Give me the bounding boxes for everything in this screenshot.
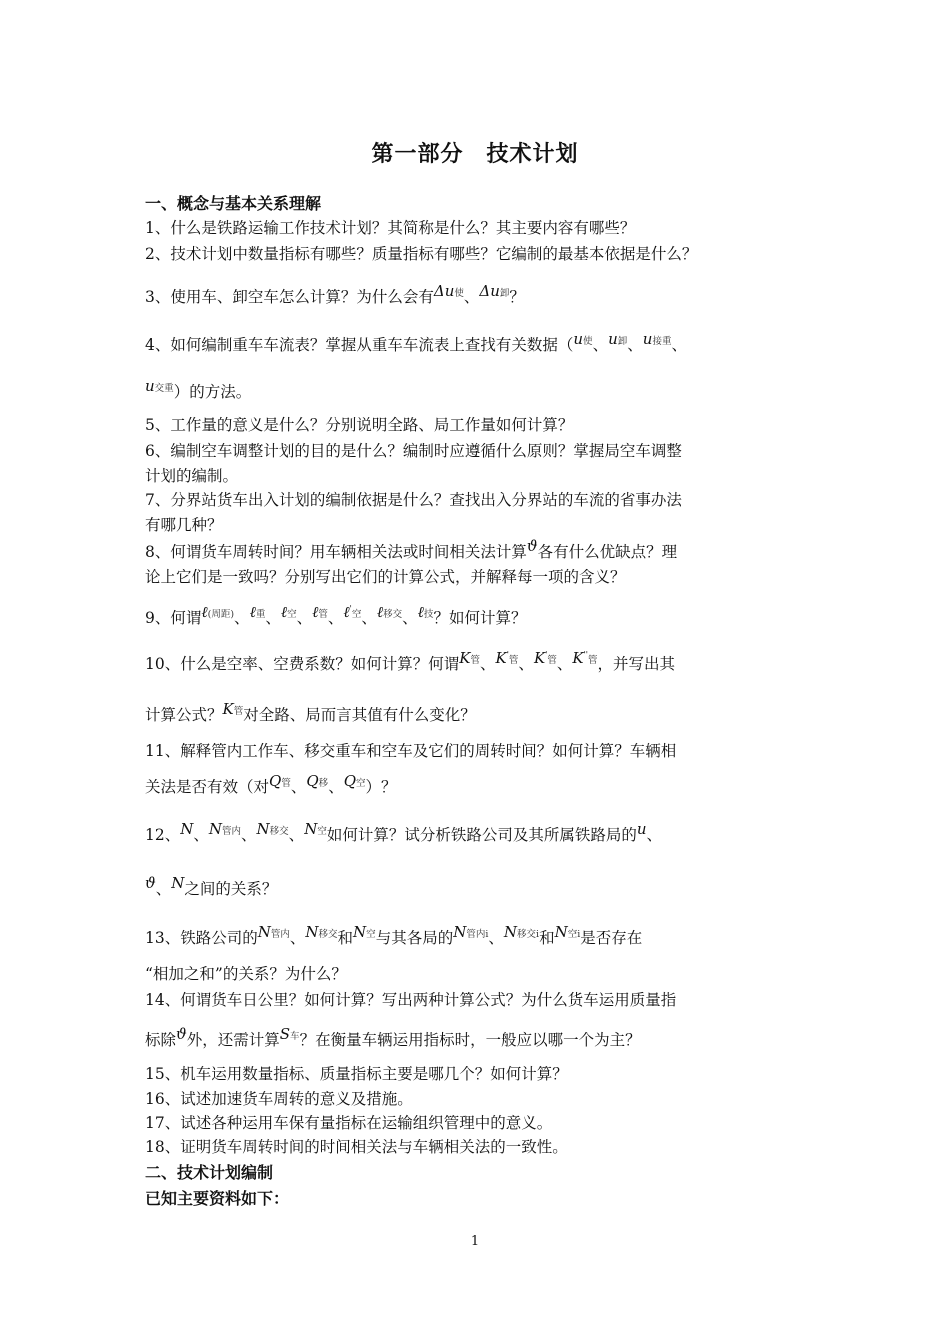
section-heading-1: 一、概念与基本关系理解 (145, 194, 322, 213)
sym-text: Δu (479, 282, 500, 300)
theta-symbol: ϑ (145, 874, 156, 892)
text: ）？ (365, 778, 397, 796)
n-symbol (304, 820, 327, 838)
page-title: 第一部分 技术计划 (371, 142, 579, 167)
text: ，并写出其 (597, 655, 676, 673)
k-symbol (223, 700, 244, 718)
sym-text: N (305, 923, 319, 941)
sub: 使 (583, 336, 593, 347)
sub: 车 (290, 1031, 300, 1042)
text: ？ (509, 288, 525, 306)
section-heading-2: 二、技术计划编制 (145, 1163, 274, 1182)
theta-symbol: ϑ (526, 537, 538, 555)
sym-text: N (257, 923, 271, 941)
page-number: 1 (470, 1234, 480, 1249)
sep: 、 (479, 655, 496, 673)
text: 外，还需计算 (186, 1031, 280, 1049)
sym-text: K (533, 649, 546, 667)
n-symbol (353, 923, 376, 941)
n-symbol (555, 923, 581, 941)
text: 4、如何编制重车车流表？掌握从重车车流表上查找有关数据（ (145, 336, 574, 354)
sep: 、 (155, 880, 172, 898)
text: 如何计算？试分析铁路公司及其所属铁路局的 (326, 826, 637, 844)
sym-text: u (145, 377, 155, 395)
sym-text: ℓ (417, 603, 424, 621)
text: 对全路、局而言其值有什么变化？ (243, 706, 476, 724)
text: ？在衡量车辆运用指标时，一般应以哪一个为主？ (299, 1031, 641, 1049)
sep: 、 (241, 826, 257, 844)
sub: 空 (287, 609, 297, 620)
sub: 管 (233, 706, 244, 717)
text: 和 (539, 929, 555, 947)
n-symbol (305, 923, 337, 941)
u-symbol (643, 330, 672, 348)
sub: 管 (588, 655, 598, 666)
sep: 、 (361, 609, 377, 627)
sub: 移交 (318, 929, 338, 940)
text: 13、铁路公司的 (145, 929, 258, 947)
sep: 、 (627, 336, 643, 354)
k-symbol (459, 649, 480, 667)
sep: 、 (296, 609, 313, 627)
question-6a: 6、编制空车调整计划的目的是什么？编制时应遵循什么原则？掌握局空车调整 (145, 442, 682, 460)
sub: 空 (356, 778, 366, 789)
sub: (周距) (207, 609, 235, 620)
sym-text: Q (306, 772, 319, 790)
sub: 移 (318, 778, 329, 789)
question-8a (145, 537, 825, 562)
u-symbol: u (636, 820, 647, 838)
sym-text: K (459, 649, 471, 667)
s-symbol (280, 1025, 300, 1043)
sub: 技 (423, 609, 434, 620)
sub: 管 (508, 655, 519, 666)
question-7a: 7、分界站货车出入计划的编制依据是什么？查找出入分界站的车流的省事办法 (145, 491, 682, 509)
question-12a (145, 820, 825, 845)
question-9 (145, 603, 825, 628)
sym-text: ℓ (249, 603, 256, 621)
sep: 、 (327, 609, 344, 627)
question-10a (145, 649, 825, 674)
l-symbol (281, 603, 297, 621)
sym-text: N (256, 820, 270, 838)
text: 标除 (145, 1031, 177, 1049)
n-symbol (258, 923, 290, 941)
sub: 管 (547, 655, 557, 666)
sym-text: N (453, 923, 467, 941)
question-14b (145, 1025, 825, 1050)
sep: 、 (290, 778, 307, 796)
sym-text: u (573, 330, 584, 348)
sym-text: S (279, 1025, 291, 1043)
prime: ' (506, 650, 509, 659)
sym-text: K (572, 649, 584, 667)
text: 10、什么是空率、空费系数？如何计算？何谓 (145, 655, 460, 673)
question-18: 18、证明货车周转时间的时间相关法与车辆相关法的一致性。 (145, 1138, 568, 1156)
text: 关法是否有效（对 (145, 778, 270, 796)
sub: 接重 (652, 336, 672, 347)
text: 和 (337, 929, 354, 947)
sym-text: ℓ (201, 603, 208, 621)
n-symbol: N (171, 874, 185, 892)
question-7b: 有哪几种？ (145, 516, 223, 534)
sub: 管 (470, 655, 480, 666)
sep: 、 (193, 826, 209, 844)
question-13a (145, 923, 825, 948)
sub: 移交 (269, 826, 289, 837)
question-12b (145, 874, 825, 899)
question-2: 2、技术计划中数量指标有哪些？质量指标有哪些？它编制的最基本依据是什么？ (145, 245, 698, 263)
question-13b: “相加之和”的关系？为什么？ (145, 965, 347, 983)
n-symbol: N (180, 820, 194, 838)
text: 12、 (145, 826, 181, 844)
sub: 卸 (617, 336, 628, 347)
text: 各有什么优缺点？理 (537, 543, 678, 561)
k-prime-symbol (495, 649, 518, 667)
question-14a: 14、何谓货车日公里？如何计算？写出两种计算公式？为什么货车运用质量指 (145, 991, 677, 1009)
u-symbol (608, 330, 627, 348)
sub: 管 (281, 778, 291, 789)
l-symbol (201, 603, 234, 621)
sym-text: ℓ (280, 603, 288, 621)
sym-text: N (554, 923, 568, 941)
k-prime-symbol (534, 649, 557, 667)
sym-text: K (495, 649, 507, 667)
text: 之间的关系？ (184, 880, 278, 898)
n-symbol (453, 923, 488, 941)
sub: 使 (454, 288, 464, 299)
prime: '' (583, 650, 589, 659)
sep: 、 (463, 288, 480, 306)
question-11a: 11、解释管内工作车、移交重车和空车及它们的周转时间？如何计算？车辆相 (145, 742, 677, 760)
theta-symbol: ϑ (176, 1025, 187, 1043)
question-11b (145, 772, 825, 797)
n-symbol (257, 820, 289, 838)
sep: 、 (518, 655, 534, 673)
sub: 管 (318, 609, 328, 620)
question-15: 15、机车运用数量指标、质量指标主要是哪几个？如何计算？ (145, 1065, 568, 1083)
question-5: 5、工作量的意义是什么？分别说明全路、局工作量如何计算？ (145, 416, 574, 434)
sub: 空 (366, 929, 376, 940)
section-subheading: 已知主要资料如下： (145, 1189, 290, 1208)
delta-u-symbol (479, 282, 509, 300)
q-symbol (269, 772, 291, 790)
sym-text: N (353, 923, 367, 941)
sub: 空 (351, 609, 362, 620)
sub: 移交 (383, 609, 403, 620)
sym-text: Q (269, 772, 282, 790)
k-double-prime-symbol (572, 649, 597, 667)
sep: 、 (592, 336, 609, 354)
question-17: 17、试述各种运用车保有量指标在运输组织管理中的意义。 (145, 1114, 553, 1132)
u-symbol (145, 377, 174, 395)
n-symbol (209, 820, 241, 838)
sym-text: u (642, 330, 653, 348)
question-8b: 论上它们是一致吗？分别写出它们的计算公式，并解释每一项的含义？ (145, 568, 626, 586)
sym-text: N (208, 820, 222, 838)
l-symbol (418, 603, 434, 621)
sym-text: ℓ (312, 603, 319, 621)
sub: 卸 (499, 288, 510, 299)
text: ）的方法。 (173, 383, 252, 401)
sub: 空i (567, 929, 581, 940)
question-10b (145, 700, 825, 725)
sub: 管内 (222, 826, 242, 837)
text: 计算公式？ (145, 706, 223, 724)
prime: ' (545, 650, 548, 659)
sym-text: u (608, 330, 618, 348)
l-prime-symbol (343, 603, 361, 621)
sep: 、 (288, 826, 305, 844)
sym-text: N (304, 820, 318, 838)
text: ？如何计算？ (433, 609, 527, 627)
text: 8、何谓货车周转时间？用车辆相关法或时间相关法计算 (145, 543, 527, 561)
text: 9、何谓 (145, 609, 202, 627)
sep: 、 (646, 826, 663, 844)
sub: 空 (317, 826, 327, 837)
question-1: 1、什么是铁路运输工作技术计划？其简称是什么？其主要内容有哪些？ (145, 219, 636, 237)
n-symbol (504, 923, 539, 941)
sym-text: Q (343, 772, 357, 790)
sep: 、 (328, 778, 344, 796)
sym-text: N (503, 923, 518, 941)
sym-text: K (222, 700, 234, 718)
q-symbol (344, 772, 366, 790)
delta-u-symbol (434, 282, 464, 300)
sep: 、 (234, 609, 250, 627)
prime: ' (349, 604, 352, 613)
sym-text: ℓ (376, 603, 384, 621)
sym-text: Δu (433, 282, 455, 300)
sub: 管内i (466, 929, 489, 940)
text: 3、使用车、卸空车怎么计算？为什么会有 (145, 288, 434, 306)
sub: 移交i (517, 929, 540, 940)
sep: 、 (488, 929, 504, 947)
sep: 、 (402, 609, 418, 627)
q-symbol (306, 772, 328, 790)
sub: 交重 (154, 383, 174, 394)
l-symbol (250, 603, 266, 621)
sep: 、 (289, 929, 306, 947)
u-symbol (573, 330, 592, 348)
text: 是否存在 (580, 929, 643, 947)
question-16: 16、试述加速货车周转的意义及措施。 (145, 1090, 413, 1108)
question-4-cont (145, 377, 825, 402)
l-symbol (312, 603, 328, 621)
question-3 (145, 282, 825, 307)
sep: 、 (265, 609, 281, 627)
sep: 、 (556, 655, 573, 673)
sep: 、 (671, 336, 687, 354)
text: 与其各局的 (375, 929, 454, 947)
question-6b: 计划的编制。 (145, 467, 239, 485)
sub: 重 (255, 609, 266, 620)
sub: 管内 (270, 929, 290, 940)
question-4 (145, 330, 825, 355)
l-symbol (377, 603, 402, 621)
sym-text: ℓ (343, 603, 350, 621)
